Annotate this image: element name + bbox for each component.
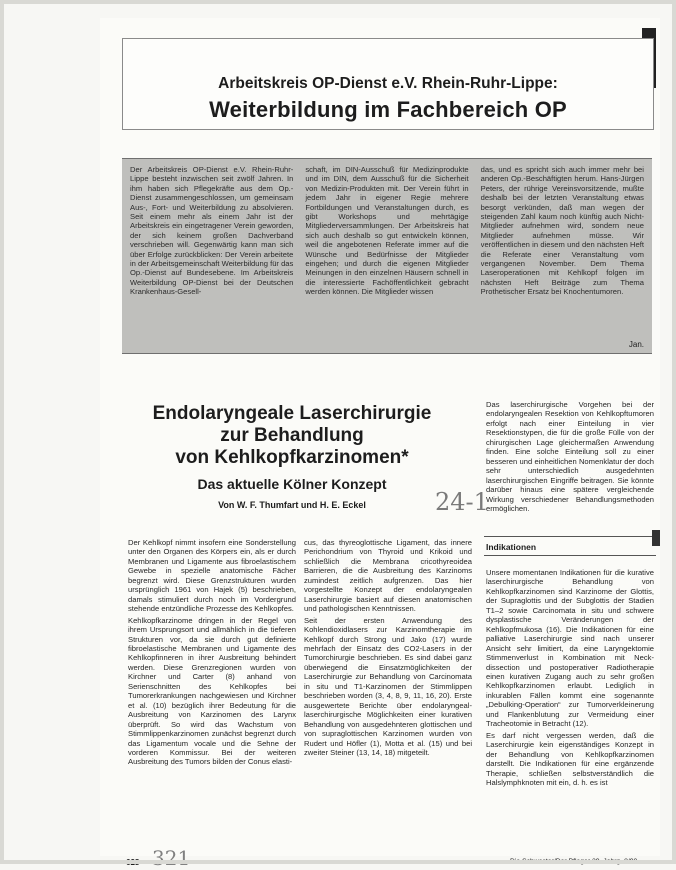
paragraph: Der Kehlkopf nimmt insofern eine Sonderstellung unter den Organen des Körpers ein, als er durch Membranen und Ligamente aus fibroelastischem Gewebe in spezielle anatomische Fächer begrenzt wird. Diese Grenzstrukturen wurden ursprünglich 1961 von Hajek (5) beschrieben, damals stimuliert durch noch im Vordergrund stehende entzündliche Prozesse des Kehlkopfes. bbox=[128, 538, 296, 614]
intro-box bbox=[122, 158, 652, 354]
header-title: Weiterbildung im Fachbereich OP bbox=[209, 97, 567, 122]
margin-tab bbox=[652, 530, 660, 546]
article-column-2 bbox=[304, 538, 472, 858]
handwritten-note: 24-1 bbox=[435, 488, 489, 516]
paragraph: Seit der ersten Anwendung des Kohlendioxidlasers zur Karzinomtherapie im Kehlkopf durch Strong und Jako (17) wurde mehrfach der Einsatz des CO2-Lasers in der Tumorchirurgie beschrieben. Es sind dabei ganz überwiegend die Einsatzmöglichkeiten der Laserchirurgie zur Behandlung von Carcinomata in situ und T1-Karzinomen der Stimmlippen beschrieben worden (3, 4, 8, 9, 11, 16, 20). Erste ausgewertete Berichte über endolaryngeal-laserchirurgische Möglichkeiten einer kurativen Behandlung von ausgedehnteren glottischen und von supraglottischen Karzinomen wurden von Rudert und Höfler (1), Motta et al. (15) und bei zweiter Steiner (13, 14, 18) mitgeteilt. bbox=[304, 615, 472, 757]
journal-footer: Die Schwester/Der Pfleger 29. Jahrg. 8/90 bbox=[510, 858, 638, 865]
paragraph: Es darf nicht vergessen werden, daß die Laserchirurgie kein eigenständiges Konzept in der Behandlung von Kehlkopfkarzinomen darstellt. Die Indikationen für eine ergänzende Therapie, schließen selbstverständlich die Halslymphknoten mit ein, d. h. es ist bbox=[486, 730, 654, 787]
header-supertitle: Arbeitskreis OP-Dienst e.V. Rhein-Ruhr-Lippe: bbox=[218, 75, 558, 92]
header-frame bbox=[122, 38, 654, 130]
paragraph: Kehlkopfkarzinome dringen in der Regel von ihrem Ursprungsort und allmählich in die tieferen Strukturen vor, da sie durch gut definierte fibroelastische Membranen und Ligamente des Kehlkopfinneren in ihrer Ausbreitung behindert werden. Diese Grenzregionen wurden von Kirchner und Carter (8) anhand von Serienschnitten des Kehlkopfes bei Tumorerkrankungen nachgewiesen und Kirchner et al. (10) bezüglich ihrer Bedeutung für die Ausbreitung von Karzinomen des Larynx überprüft. So wird das Wachstum von Stimmlippenkarzinomen zunächst begrenzt durch das Ligamentum vocale und die Sehne der vorderen Kommissur. Bei der weiteren Ausbreitung des Tumors bilden der Conus elasti- bbox=[128, 615, 296, 767]
intro-col-3: das, und es spricht sich auch immer mehr bei anderen Op.-Beschäftigten herum. Hans-Jürgen Peters, der rührige Vereinsvorsitzende, mußte deshalb bei der letzten Veranstaltung etwas besorgt verkünden, daß man wegen der steigenden Zahl kaum noch künftig auch Nicht-Mitglieder aufnehmen wird, sondern neue Mitglieder aufnehmen müsse. Wir veröffentlichen in diesem und den nächsten Heft die Referate einer Veranstaltung vom vergangenen November. Dem Thema Laseroperationen mit Kehlkopf folgen im nächsten Heft Beiträge zum Thema Prothetischer Ersatz bei Knochentumoren. bbox=[480, 165, 644, 297]
intro-col-1: Der Arbeitskreis OP-Dienst e.V. Rhein-Ruhr-Lippe besteht inzwischen seit zwölf Jahren. In ihm haben sich Pflegekräfte aus dem Op.-Dienst zusammengeschlossen, um gemeinsam Aus-, Fort- und Weiterbildung zu absolvieren. Seit einem mehr als einem Jahr ist der Arbeitskreis ein eingetragener Verein geworden, der sich keinem großen Dachverband verschrieben will. Gegenwärtig kann man sich über Erfolge zurückblicken: Der Verein arbeitete in der Arbeitsgemeinschaft Weiterbildung für das Op.-Dienst auf Bundesebene. Im Arbeitskreis Weiterbildung OP-Dienst bei der Deutschen Krankenhaus-Gesell- bbox=[130, 165, 294, 297]
intro-signature: Jan. bbox=[628, 340, 644, 349]
section-heading: Indikationen bbox=[486, 542, 537, 552]
paragraph: Unsere momentanen Indikationen für die kurative laserchirurgische Behandlung von Kehlkopfkarzinomen sind Karzinome der Glottis, der Supraglottis und der Subglottis der Stadien T1–2 sowie Carcinomata in situ und schwere dysplastische Veränderungen der Kehlkopfmukosa (16). Die Indikationen für eine palliative Laserchirurgie sind nach unserer Ansicht sehr limitiert, da eine Laryngektomie Stimmenverlust in Kombination mit Neck-dissection und postoperativer Radiotherapie einen kurativen Zugang auch zu sehr großen Kehlkopfkarzinomen erlaubt. Lediglich in inkurablen Fällen kommt eine sogenannte „Debulking-Operation“ zur Tumorverkleinerung und Flankenblutung zur Vermeidung einer Tracheotomie in Betracht (12). bbox=[486, 568, 654, 729]
article-title-line-3: von Kehlkopfkarzinomen* bbox=[175, 447, 409, 468]
intro-col-2: schaft, im DIN-Ausschuß für Medizinprodukte und im DIN, dem Ausschuß für die Sicherheit von Medizin-Produkten mit. Der Verein führt in jedem Jahr in eigener Regie mehrere Fortbildungen und Veranstaltungen durch, es gibt Workshops und mehrtägige Mitgliederversammlungen. Der Arbeitskreis hat sich auch deshalb so gut entwickeln können, weil die angebotenen Referate immer auf die Wünsche und Bedürfnisse der Mitglieder eingehen; und durch die eigenen Mitglieder Meinungen in den einzelnen Häusern schnell in die interessierte Fachöffentlichkeit gebracht werden können. Die Mitglieder wissen bbox=[305, 165, 469, 297]
handwritten-page-mark: 321 bbox=[152, 846, 191, 870]
article-byline: Von W. F. Thumfart und H. E. Eckel bbox=[218, 500, 366, 510]
article-title-line-1: Endolaryngeale Laserchirurgie bbox=[152, 403, 432, 424]
article-column-1 bbox=[128, 538, 296, 858]
article-column-3-bottom bbox=[486, 568, 654, 860]
document-page bbox=[100, 18, 660, 870]
article-column-3-top bbox=[486, 400, 654, 526]
article-subtitle: Das aktuelle Kölner Konzept bbox=[197, 476, 387, 492]
article-title-line-2: zur Behandlung bbox=[220, 425, 364, 446]
section-rule bbox=[484, 536, 656, 537]
section-rule-bottom bbox=[484, 555, 656, 556]
page-number: 628 bbox=[126, 858, 140, 867]
paragraph: cus, das thyreoglottische Ligament, das innere Perichondrium von Thyroid und Krikoid und schließlich die Membrana cricothyreoidea Barrieren, die die Ausbreitung des Karzinoms zumindest zeitlich aufgrenzen. Das hier vorgestellte Konzept der endolaryngealen Laserchirurgie basiert auf diesen anatomischen und pathologischen Kenntnissen. bbox=[304, 538, 472, 614]
paragraph: Das laserchirurgische Vorgehen bei der endolaryngealen Resektion von Kehlkopftumoren erfolgt nach einer Einteilung in vier Resektionstypen, die für die große Fülle von der chirurgischen Lage gleichermaßen Anwendung finden. Eine solche Einteilung soll zu einer besseren und einheitlichen Nomenklatur der doch sehr unterschiedlich ausgedehnten laserchirurgischen Eingriffe beitragen. Sie könnte darüber hinaus eine spätere vergleichende Wirkung verschiedener Behandlungsmethoden ermöglichen. bbox=[486, 400, 654, 513]
article-title bbox=[122, 403, 462, 469]
